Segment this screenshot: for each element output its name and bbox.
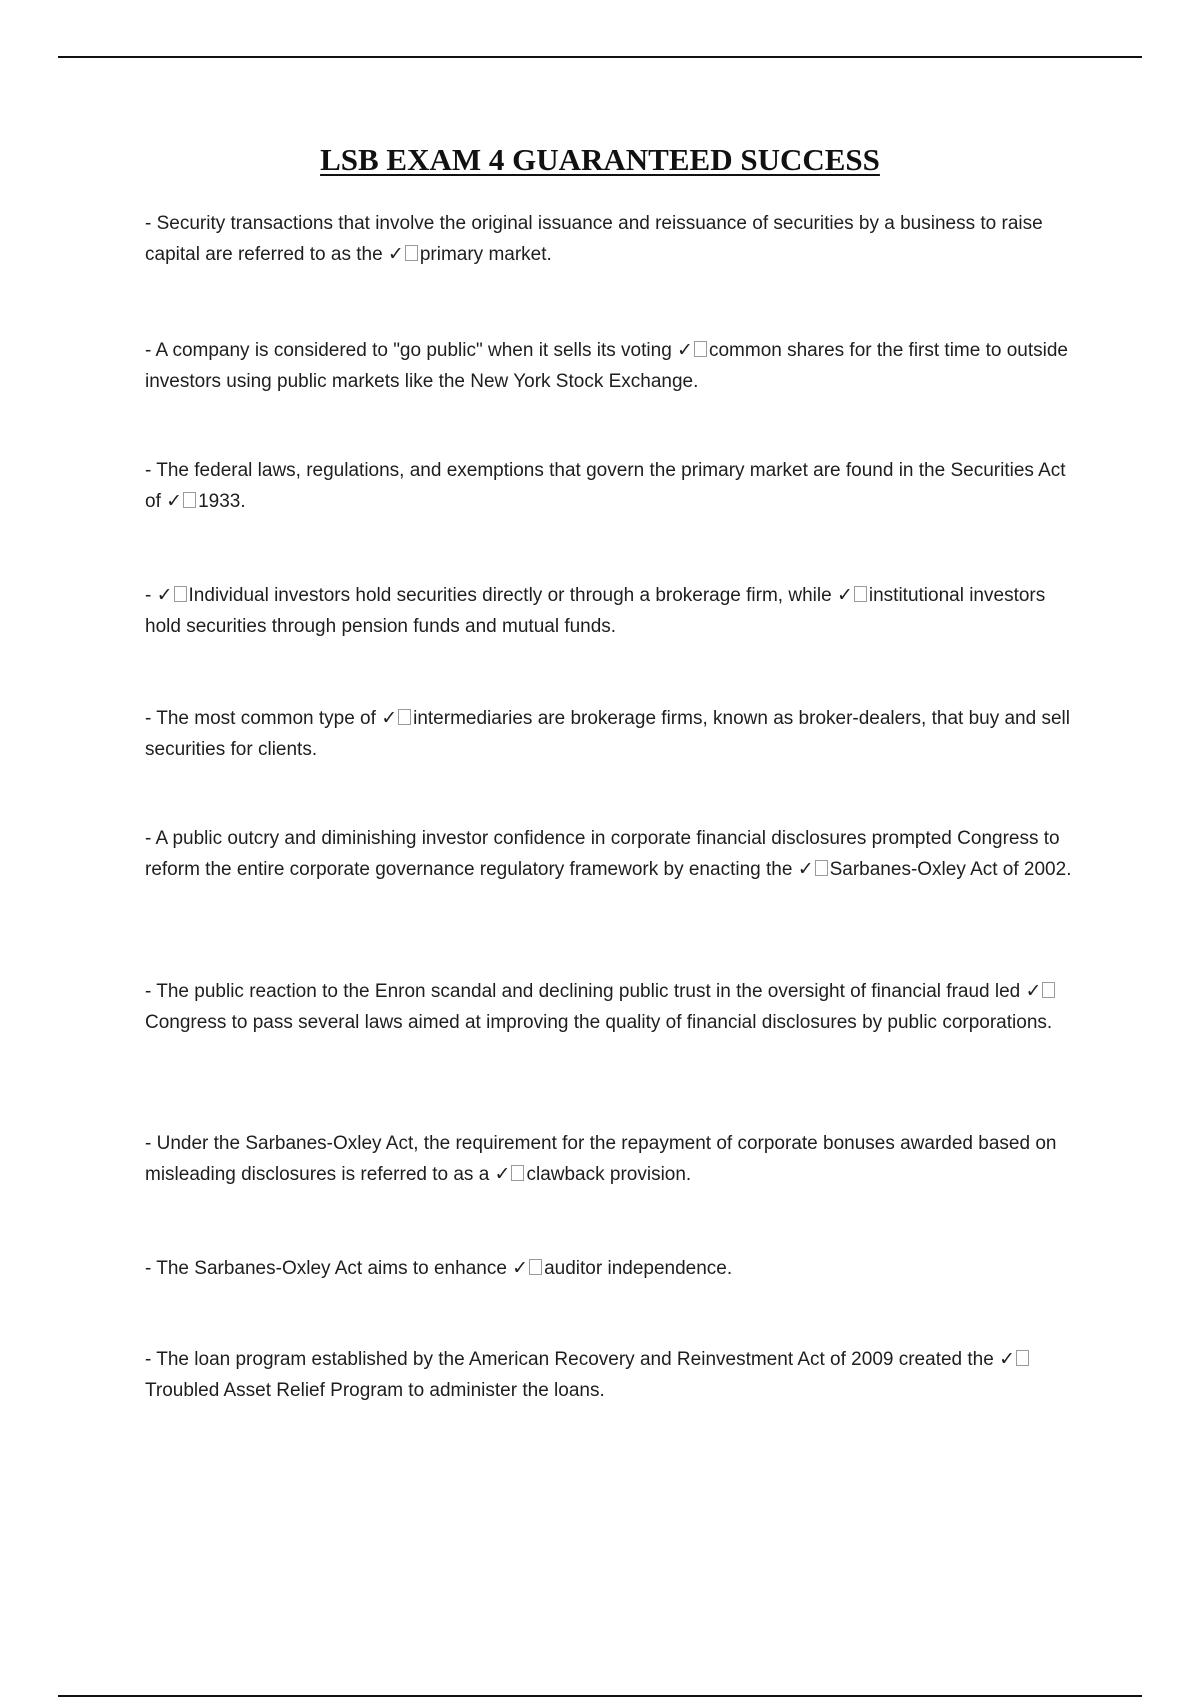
checkmark-icon: ✓ [836,585,853,606]
qa-item-4 [145,580,1080,642]
question-text: - The federal laws, regulations, and exemptions that govern the primary market are found in the Securities Act of [145,460,1066,512]
qa-item-3 [145,455,1080,517]
answer-text: Individual investors hold securities directly or through a brokerage firm, while [188,585,832,606]
question-text: - A public outcry and diminishing investor confidence in corporate financial disclosures prompted Congress to reform the entire corporate governance regulatory framework by enacting the [145,828,1060,880]
question-text: - [145,585,152,606]
placeholder-box-icon [694,341,707,357]
placeholder-box-icon [183,492,196,508]
checkmark-icon: ✓ [797,859,814,880]
placeholder-box-icon [815,860,828,876]
checkmark-icon: ✓ [494,1164,511,1185]
answer-text: intermediaries are brokerage firms, known as broker-dealers, that buy and sell securities for clients. [145,708,1070,760]
placeholder-box-icon [529,1259,542,1275]
bottom-rule [58,1695,1142,1697]
checkmark-icon: ✓ [999,1349,1015,1370]
top-rule [58,56,1142,58]
answer-text: primary market. [419,244,552,265]
question-text: - The loan program established by the American Recovery and Reinvestment Act of 2009 created the [145,1349,994,1370]
qa-item-1 [145,208,1080,270]
checkmark-icon: ✓ [156,585,173,606]
placeholder-box-icon [511,1165,524,1181]
checkmark-icon: ✓ [381,708,398,729]
placeholder-box-icon [174,586,187,602]
placeholder-box-icon [398,709,411,725]
answer-text: Troubled Asset Relief Program to administer the loans. [145,1380,605,1401]
placeholder-box-icon [854,586,867,602]
checkmark-icon: ✓ [677,340,693,361]
answer-text: Sarbanes-Oxley Act of 2002. [829,859,1072,880]
qa-item-10 [145,1344,1080,1406]
answer-text: 1933. [198,491,246,512]
checkmark-icon: ✓ [166,491,183,512]
question-text: - The Sarbanes-Oxley Act aims to enhance [145,1258,507,1279]
qa-item-7 [145,976,1080,1038]
qa-item-5 [145,703,1080,765]
qa-item-8 [145,1128,1080,1190]
checkmark-icon: ✓ [387,244,404,265]
question-text: - A company is considered to "go public" when it sells its voting [145,340,672,361]
placeholder-box-icon [1016,1350,1029,1366]
answer-text: Congress to pass several laws aimed at improving the quality of financial disclosures by public corporations. [145,1012,1053,1033]
question-text: - The public reaction to the Enron scandal and declining public trust in the oversight of financial fraud led [145,981,1021,1002]
question-text: - The most common type of [145,708,376,729]
question-text: - Under the Sarbanes-Oxley Act, the requirement for the repayment of corporate bonuses awarded based on misleading disclosures is referred to as a [145,1133,1057,1185]
qa-item-6 [145,823,1080,885]
answer-text: common shares for the first time to outside investors using public markets like the New York Stock Exchange. [145,340,1069,392]
qa-item-9 [145,1253,1080,1284]
checkmark-icon: ✓ [1025,981,1042,1002]
answer-text: clawback provision. [526,1164,692,1185]
answer-text: auditor independence. [544,1258,733,1279]
answer-text-2: institutional investors hold securities through pension funds and mutual funds. [145,585,1046,637]
placeholder-box-icon [405,245,418,261]
checkmark-icon: ✓ [512,1258,529,1279]
qa-item-2 [145,335,1080,397]
question-text: - Security transactions that involve the original issuance and reissuance of securities by a business to raise capital are referred to as the [145,213,1043,265]
page-title: LSB EXAM 4 GUARANTEED SUCCESS [320,142,880,177]
placeholder-box-icon [1042,982,1055,998]
